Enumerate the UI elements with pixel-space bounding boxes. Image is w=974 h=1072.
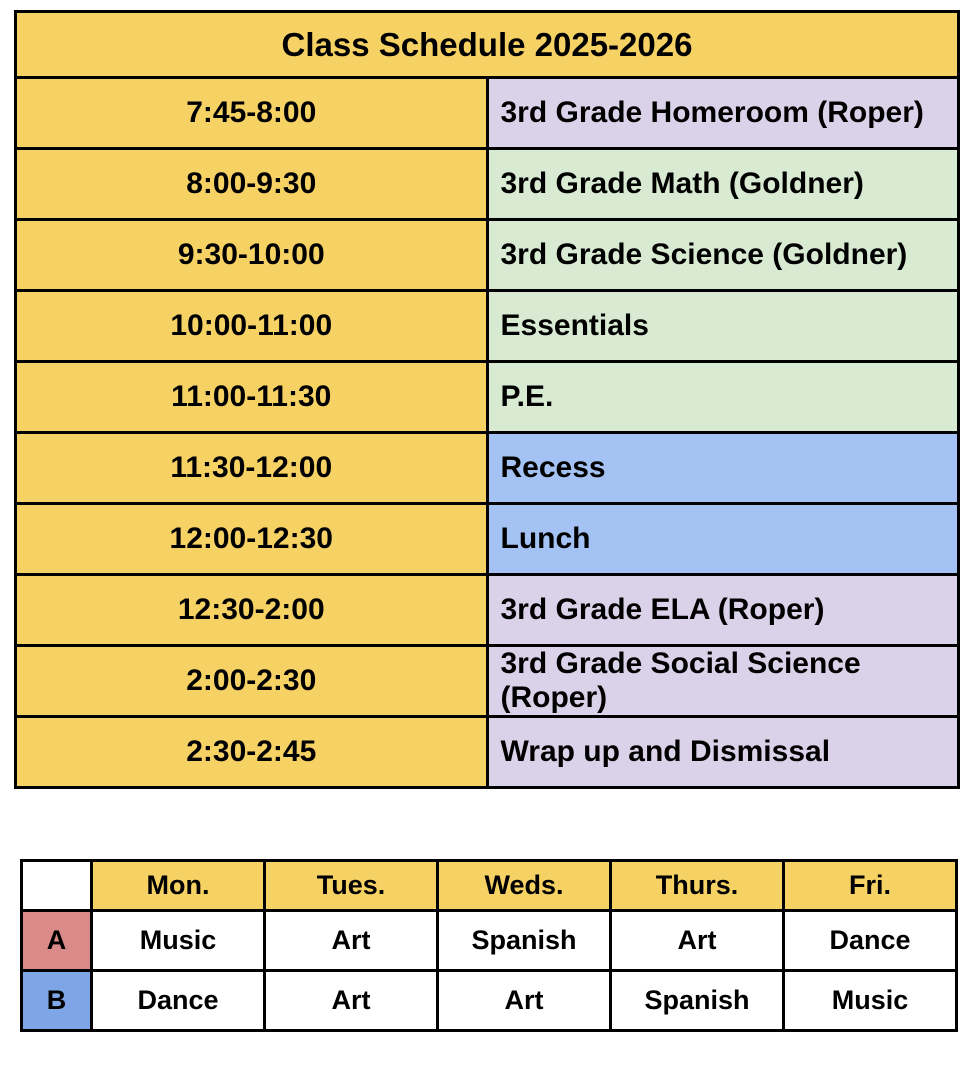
time-cell: 2:00-2:30: [16, 646, 488, 717]
corner-cell: [22, 861, 92, 911]
subject-cell: Recess: [487, 433, 959, 504]
specials-week-table: [20, 859, 958, 1032]
schedule-row: [16, 504, 959, 575]
activity-cell: Dance: [784, 911, 957, 971]
activity-cell: Music: [92, 911, 265, 971]
time-cell: 11:00-11:30: [16, 362, 488, 433]
schedule-row: [16, 717, 959, 788]
activity-cell: Spanish: [438, 911, 611, 971]
day-header-thurs: Thurs.: [611, 861, 784, 911]
schedule-title-row: [16, 12, 959, 78]
day-header-weds: Weds.: [438, 861, 611, 911]
week-row-b: [22, 971, 957, 1031]
day-header-mon: Mon.: [92, 861, 265, 911]
activity-cell: Art: [265, 911, 438, 971]
activity-cell: Spanish: [611, 971, 784, 1031]
subject-cell: 3rd Grade Science (Goldner): [487, 220, 959, 291]
group-label-a: A: [22, 911, 92, 971]
schedule-row: [16, 575, 959, 646]
class-schedule-table: [14, 10, 960, 789]
subject-cell: 3rd Grade Math (Goldner): [487, 149, 959, 220]
week-row-a: [22, 911, 957, 971]
time-cell: 11:30-12:00: [16, 433, 488, 504]
subject-cell: Wrap up and Dismissal: [487, 717, 959, 788]
activity-cell: Art: [611, 911, 784, 971]
week-header-row: [22, 861, 957, 911]
time-cell: 9:30-10:00: [16, 220, 488, 291]
schedule-row: [16, 291, 959, 362]
subject-cell: Lunch: [487, 504, 959, 575]
subject-cell: 3rd Grade Homeroom (Roper): [487, 78, 959, 149]
schedule-row: [16, 646, 959, 717]
schedule-row: [16, 433, 959, 504]
time-cell: 10:00-11:00: [16, 291, 488, 362]
time-cell: 12:00-12:30: [16, 504, 488, 575]
time-cell: 7:45-8:00: [16, 78, 488, 149]
time-cell: 2:30-2:45: [16, 717, 488, 788]
day-header-fri: Fri.: [784, 861, 957, 911]
time-cell: 12:30-2:00: [16, 575, 488, 646]
schedule-row: [16, 362, 959, 433]
schedule-row: [16, 149, 959, 220]
activity-cell: Dance: [92, 971, 265, 1031]
subject-cell: Essentials: [487, 291, 959, 362]
subject-cell: 3rd Grade ELA (Roper): [487, 575, 959, 646]
time-cell: 8:00-9:30: [16, 149, 488, 220]
activity-cell: Art: [438, 971, 611, 1031]
day-header-tues: Tues.: [265, 861, 438, 911]
schedule-row: [16, 220, 959, 291]
schedule-row: [16, 78, 959, 149]
schedule-title: Class Schedule 2025-2026: [16, 12, 959, 78]
subject-cell: P.E.: [487, 362, 959, 433]
subject-cell: 3rd Grade Social Science (Roper): [487, 646, 959, 717]
group-label-b: B: [22, 971, 92, 1031]
activity-cell: Art: [265, 971, 438, 1031]
activity-cell: Music: [784, 971, 957, 1031]
